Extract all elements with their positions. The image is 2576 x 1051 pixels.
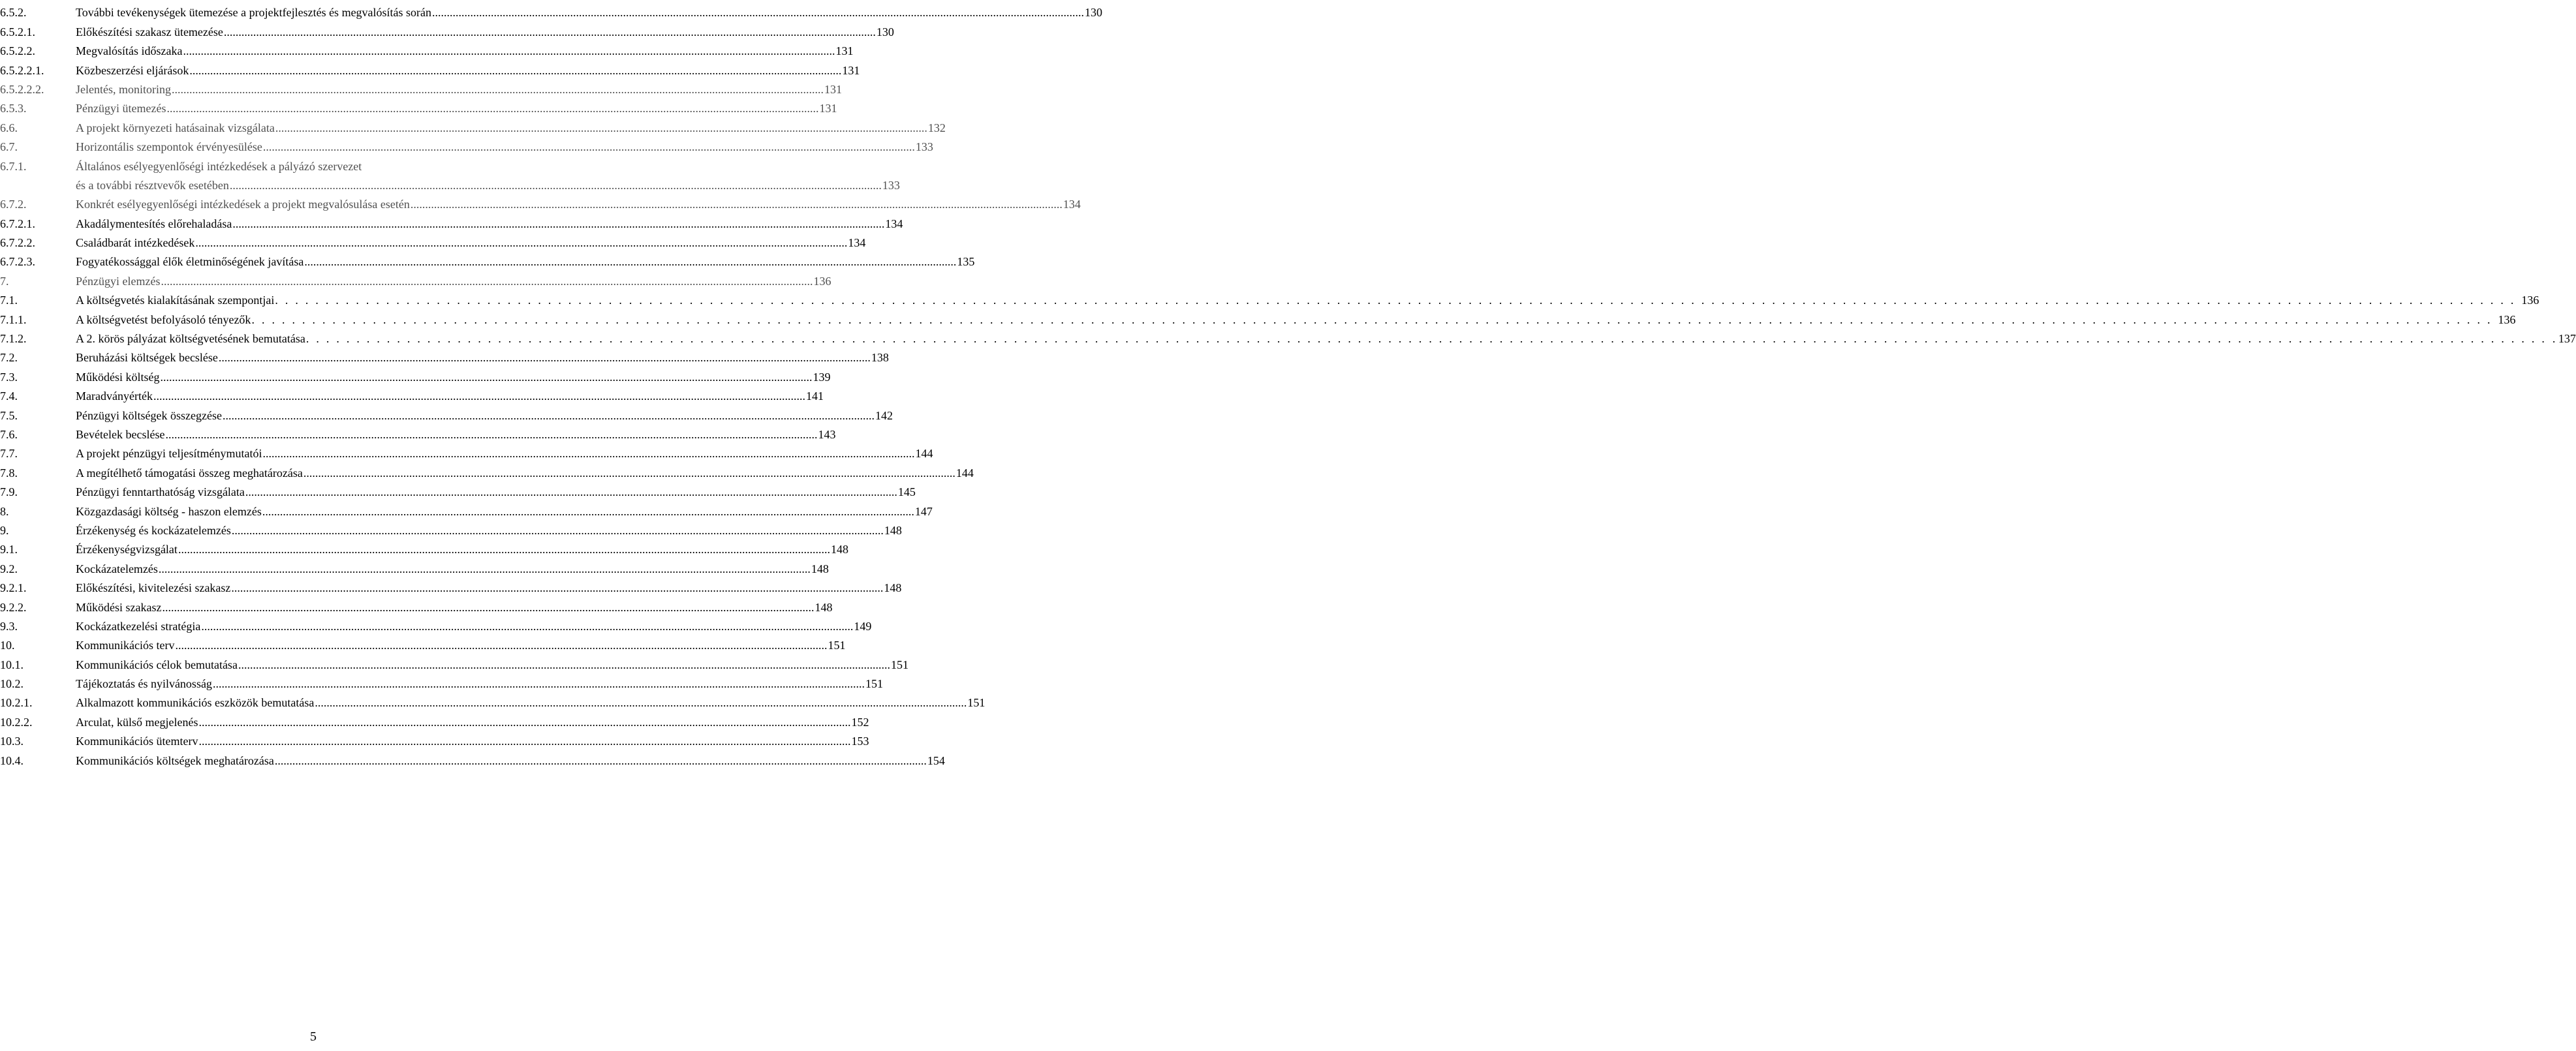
toc-entry-page: 131 [842,63,860,77]
toc-entry[interactable] [0,0,1103,20]
dot-leader [411,198,1063,211]
toc-entry-title-continued: és a további résztvevők esetében [76,178,229,192]
dot-leader [213,677,865,690]
toc-entry-page: 144 [955,466,974,480]
toc-entry-title: Kommunikációs költségek meghatározása [76,754,274,767]
toc-entry[interactable] [0,364,831,384]
dot-leader [198,735,850,748]
dot-leader [189,64,841,77]
toc-entry-title: Családbarát intézkedések [76,236,195,250]
toc-entry-number: 6.7.2.2. [0,236,35,250]
toc-entry-title: Pénzügyi ütemezés [76,102,166,115]
toc-entry[interactable] [0,230,866,250]
toc-entry-page: 131 [835,44,854,58]
toc-entry-title: Tájékoztatás és nyilvánosság [76,677,212,691]
toc-entry-page: 133 [882,178,900,192]
toc-entry-title: Beruházási költségek becslése [76,351,218,365]
toc-entry[interactable] [0,460,974,480]
toc-entry-number: 10.1. [0,658,23,671]
toc-entry-number: 7.1. [0,294,18,307]
toc-entry-number: 10.2.1. [0,696,33,710]
toc-entry-title: Általános esélyegyenlőségi intézkedések a pályázó szervezet [76,159,362,173]
toc-entry-number: 6.7.2.1. [0,217,35,230]
toc-entry-number: 9.1. [0,543,18,556]
toc-entry-page: 136 [2521,294,2539,307]
toc-entry-title: Fogyatékossággal élők életminőségének javítása [76,255,304,269]
toc-entry-page: 153 [851,735,869,748]
dot-leader [238,658,890,671]
toc-entry[interactable] [0,748,945,767]
toc-entry-title: Érzékenységvizsgálat [76,543,178,556]
toc-entry-page: 134 [1063,198,1081,211]
toc-entry[interactable] [0,498,933,518]
toc-entry-page: 134 [885,217,903,230]
toc-entry-title: Közbeszerzési eljárások [76,63,189,77]
toc-entry-page: 148 [884,581,902,595]
toc-entry-number: 7.3. [0,370,18,384]
dot-leader [183,44,835,57]
dot-leader [201,620,853,633]
dot-leader [223,409,875,422]
toc-entry-page: 139 [813,370,831,384]
toc-entry[interactable] [0,384,824,403]
toc-entry-title: Jelentés, monitoring [76,82,171,96]
toc-entry[interactable] [0,594,833,614]
toc-entry-number: 6.7.2. [0,198,27,211]
toc-entry-page: 133 [915,140,933,154]
toc-entry-number: 7.9. [0,485,18,499]
dot-leader [166,102,818,115]
toc-entry-number: 6.5.2.2. [0,44,35,58]
dot-leader [195,236,847,249]
dot-leader [231,581,883,594]
toc-entry-title: Arculat, külső megjelenés [76,715,198,729]
toc-entry-number: 6.5.2. [0,6,27,20]
toc-entry-title: Pénzügyi fenntarthatóság vizsgálata [76,485,245,499]
toc-entry-title: Kommunikációs terv [76,639,175,652]
toc-entry[interactable] [0,403,893,422]
toc-entry-title: Kommunikációs ütemterv [76,735,198,748]
dot-leader [162,601,814,614]
toc-entry-title: Konkrét esélyegyenlőségi intézkedések a projekt megvalósulása esetén [76,198,410,211]
toc-entry-title: Horizontális szempontok érvényesülése [76,140,262,154]
toc-entry-number: 7.1.1. [0,312,27,326]
dot-leader [275,754,927,767]
toc-entry-number: 10.4. [0,754,23,767]
toc-entry-number: 7.8. [0,466,18,480]
page-number: 5 [310,1029,317,1044]
toc-entry-page: 131 [819,102,837,115]
toc-entry-page: 130 [1085,6,1103,20]
toc-entry-number: 9.2.2. [0,600,27,614]
toc-entry-number: 10.2.2. [0,715,33,729]
toc-entry-page: 136 [2498,312,2516,326]
dot-leader [304,255,956,268]
toc-entry[interactable] [0,671,883,691]
toc-entry[interactable] [0,518,902,537]
toc-entry-page: 151 [865,677,883,691]
toc-entry-number: 7.6. [0,428,18,441]
toc-entry-title: Akadálymentesítés előrehaladása [76,217,232,230]
toc-entry[interactable] [0,709,869,729]
dot-leader [315,696,967,709]
toc-entry[interactable] [0,77,842,96]
toc-entry-title: Működési szakasz [76,600,162,614]
toc-entry[interactable] [0,249,975,269]
toc-entry-number: 6.7.2.3. [0,255,35,269]
toc-entry-title: A költségvetés kialakításának szempontjai [76,294,275,307]
dot-leader [219,351,871,364]
toc-entry[interactable] [0,326,2576,346]
toc-entry-title: Megvalósítás időszaka [76,44,183,58]
toc-entry[interactable] [0,96,837,115]
toc-entry-title: További tevékenységek ütemezése a projektfejlesztés és megvalósítás során [76,6,432,20]
toc-entry[interactable] [0,268,831,288]
dot-leader [232,217,884,230]
dot-leader [303,466,955,480]
dot-leader [175,639,827,652]
toc-entry-number: 9.2.1. [0,581,27,595]
toc-entry-page: 134 [848,236,866,250]
toc-entry-page: 149 [854,619,872,633]
toc-entry-number: 10.3. [0,735,23,748]
dot-leader [262,447,914,460]
toc-entry-number: 10. [0,639,15,652]
toc-entry-title: A projekt környezeti hatásainak vizsgálata [76,121,275,134]
toc-entry-title: Bevételek becslése [76,428,165,441]
dot-leader [224,25,876,38]
toc-entry-page: 148 [884,523,902,537]
toc-entry-number: 7.5. [0,408,18,422]
toc-entry[interactable] [0,345,889,365]
toc-entry-number: 6.5.2.2.2. [0,82,44,96]
toc-entry-title: Közgazdasági költség - haszon elemzés [76,504,262,518]
toc-entry[interactable] [0,556,829,575]
dot-leader [262,505,914,518]
toc-entry-page: 148 [811,562,829,575]
dot-leader [232,524,884,537]
toc-entry-title: Pénzügyi költségek összegzése [76,408,222,422]
toc-entry[interactable] [0,575,902,595]
toc-entry-number: 7.1.2. [0,332,27,346]
toc-entry-page: 148 [830,543,848,556]
toc-entry-title: Működési költség [76,370,160,384]
toc-entry-number: 8. [0,504,9,518]
toc-entry-page: 142 [875,408,893,422]
toc-entry[interactable] [0,115,946,134]
toc-entry-number: 7.7. [0,447,18,461]
dot-leader [153,389,805,403]
toc-entry-page: 131 [824,82,842,96]
toc-entry-page: 147 [914,504,933,518]
toc-entry[interactable] [0,441,933,461]
toc-entry[interactable] [0,288,2539,307]
toc-entry-number: 7.2. [0,351,18,365]
dot-leader [275,294,2521,307]
toc-entry-number: 7. [0,274,9,288]
toc-entry-title: A megítélhető támogatási összeg meghatározása [76,466,303,480]
toc-entry-number: 10.2. [0,677,23,691]
toc-entry-title: Alkalmazott kommunikációs eszközök bemutatása [76,696,315,710]
toc-entry-number: 6.5.2.2.1. [0,63,44,77]
toc-entry-number: 6.6. [0,121,18,134]
toc-entry-title: A költségvetést befolyásoló tényezők [76,312,251,326]
toc-entry-page: 148 [815,600,833,614]
toc-entry-title: Előkészítési, kivitelezési szakasz [76,581,231,595]
toc-entry-title: Előkészítési szakasz ütemezése [76,25,223,38]
toc-entry[interactable] [0,19,894,38]
dot-leader [275,121,927,134]
dot-leader [230,179,882,192]
toc-entry-page: 151 [828,639,846,652]
toc-entry-page: 135 [957,255,975,269]
toc-entry[interactable] [0,614,872,633]
toc-entry-page: 132 [927,121,946,134]
toc-entry[interactable] [0,211,903,230]
toc-entry-title: Kockázatkezelési stratégia [76,619,201,633]
toc-entry-page: 151 [967,696,985,710]
toc-entry-title: A 2. körös pályázat költségvetésének bemutatása [76,332,305,346]
toc-entry-page: . 137 [2552,332,2576,346]
dot-leader [161,275,813,288]
toc-entry[interactable] [0,633,846,652]
dot-leader [161,371,813,384]
toc-entry-page: 136 [813,274,831,288]
dot-leader [263,140,915,153]
toc-entry-number: 6.5.3. [0,102,27,115]
toc-entry-number: 6.5.2.1. [0,25,35,38]
dot-leader [245,485,897,498]
toc-entry[interactable] [0,729,869,748]
toc-entry-page: 154 [927,754,945,767]
toc-entry-title: A projekt pénzügyi teljesítménymutatói [76,447,262,461]
toc-entry-page: 130 [876,25,894,38]
toc-entry-number: 9. [0,523,9,537]
toc-entry[interactable] [0,134,933,154]
dot-leader [165,428,817,441]
toc-entry-number: 9.2. [0,562,18,575]
toc-entry-page: 145 [897,485,916,499]
toc-entry[interactable] [0,537,848,556]
toc-entry-page: 141 [805,389,824,403]
dot-leader [251,313,2497,326]
toc-entry[interactable] [0,38,854,58]
dot-leader [306,332,2552,345]
dot-leader [172,83,824,96]
toc-entry[interactable] [0,192,1081,211]
toc-entry[interactable] [0,153,900,192]
dot-leader [159,562,811,575]
dot-leader [432,6,1084,19]
toc-entry-number: 9.3. [0,619,18,633]
toc-entry-page: 143 [818,428,836,441]
toc-entry-page: 152 [851,715,869,729]
dot-leader [198,716,850,729]
toc-entry[interactable] [0,690,985,710]
toc-entry-title: Maradványérték [76,389,153,403]
toc-entry[interactable] [0,652,908,671]
toc-entry-title: Kommunikációs célok bemutatása [76,658,238,671]
toc-entry-title: Kockázatelemzés [76,562,158,575]
toc-entry[interactable] [0,307,2516,326]
toc-entry-number: 7.4. [0,389,18,403]
toc-entry[interactable] [0,57,860,77]
toc-entry-title: Pénzügyi elemzés [76,274,161,288]
toc-entry[interactable] [0,480,916,499]
toc-entry-number: 6.7.1. [0,159,27,173]
toc-entry-page: 138 [871,351,889,365]
dot-leader [178,543,830,556]
toc-entry[interactable] [0,422,836,441]
toc-entry-title: Érzékenység és kockázatelemzés [76,523,231,537]
toc-entry-number: 6.7. [0,140,18,154]
toc-entry-page: 144 [915,447,933,461]
toc-entry-page: 151 [890,658,908,671]
